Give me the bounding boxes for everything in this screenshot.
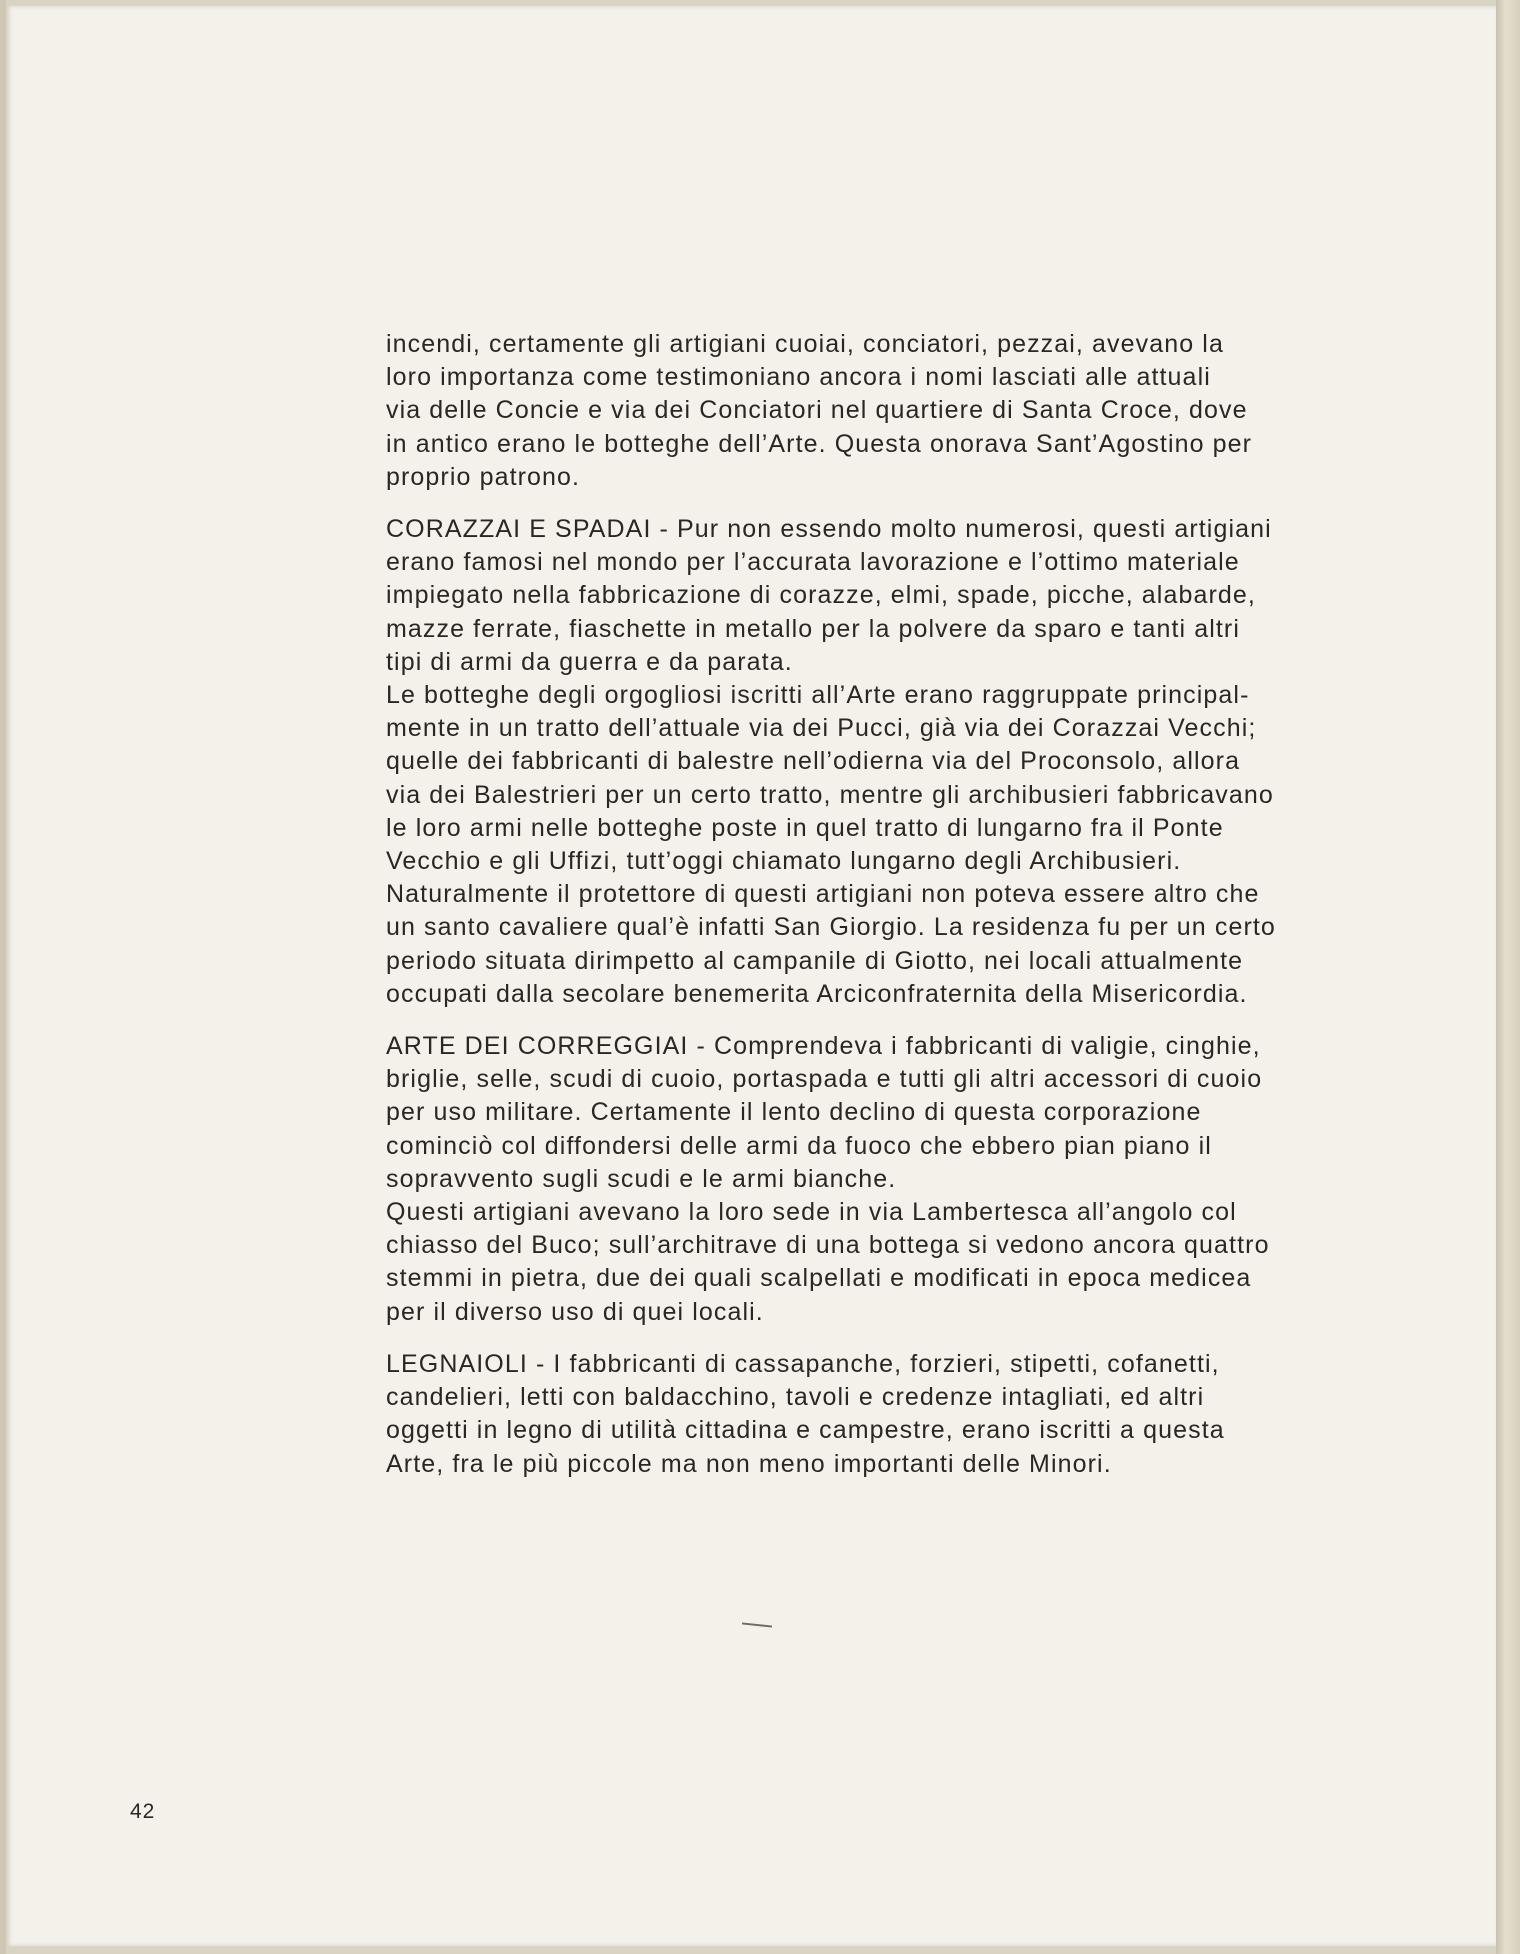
paragraph-botteghe: Le botteghe degli orgogliosi iscritti all’Arte erano raggruppate principal- mente in un tratto dell’attuale via dei Pucci, già via dei Corazzai Vecchi; quelle dei fabbricanti di balestre nell’odierna via del Proconsolo, allora via dei Balestrieri per un certo tratto, mentre gli archibusieri fabbricavano le loro armi nelle botteghe poste in quel tratto di lungarno fra il Ponte Vecchio e gli Uffizi, tutt’oggi chiamato lungarno degli Archibusieri. — [386, 681, 1274, 876]
paragraph-cuoiai: incendi, certamente gli artigiani cuoiai, conciatori, pezzai, avevano la loro importanza come testimoniano ancora i nomi lasciati alle attuali via delle Concie e via dei Conciatori nel quartiere di Santa Croce, dove in antico erano le botteghe dell’Arte. Questa onorava Sant’Agostino per proprio patrono. — [386, 330, 1253, 491]
paragraph-protettore: Naturalmente il protettore di questi artigiani non poteva essere altro che un santo cavaliere qual’è infatti San Giorgio. La residenza fu per un certo periodo situata dirimpetto al campanile di Giotto, nei locali attualmente occupati dalla secolare benemerita Arciconfraternita della Misericordia. — [386, 880, 1276, 1008]
paragraph-sede-correggiai: Questi artigiani avevano la loro sede in via Lambertesca all’angolo col chiasso del Buco; sull’architrave di una bottega si vedono ancora quattro stemmi in pietra, due dei quali scalpellati e modificati in epoca medicea per il diverso uso di quei locali. — [386, 1198, 1270, 1326]
paragraph-legnaioli: LEGNAIOLI - I fabbricanti di cassapanche, forzieri, stipetti, cofanetti, candelieri, letti con baldacchino, tavoli e credenze intagliati, ed altri oggetti in legno di utilità cittadina e campestre, erano iscritti a questa Arte, fra le più piccole ma non meno importanti delle Minori. — [386, 1349, 1225, 1478]
page-number: 42 — [130, 1800, 156, 1823]
paragraph-corazzai-spadai: CORAZZAI E SPADAI - Pur non essendo molto numerosi, questi artigiani erano famosi nel mondo per l’accurata lavorazione e l’ottimo materiale impiegato nella fabbricazione di corazze, elmi, spade, picche, alabarde, mazze ferrate, fiaschette in metallo per la polvere da sparo e tanti altri tipi di armi da guerra e da parata. — [386, 515, 1272, 676]
page-right-edge — [1496, 0, 1520, 1954]
main-text-block — [386, 328, 1392, 1481]
paragraph-correggiai: ARTE DEI CORREGGIAI - Comprendeva i fabbricanti di valigie, cinghie, briglie, selle, scudi di cuoio, portaspada e tutti gli altri accessori di cuoio per uso militare. Certamente il lento declino di questa corporazione cominciò col diffondersi delle armi da fuoco che ebbero pian piano il sopravvento sugli scudi e le armi bianche. — [386, 1032, 1263, 1193]
